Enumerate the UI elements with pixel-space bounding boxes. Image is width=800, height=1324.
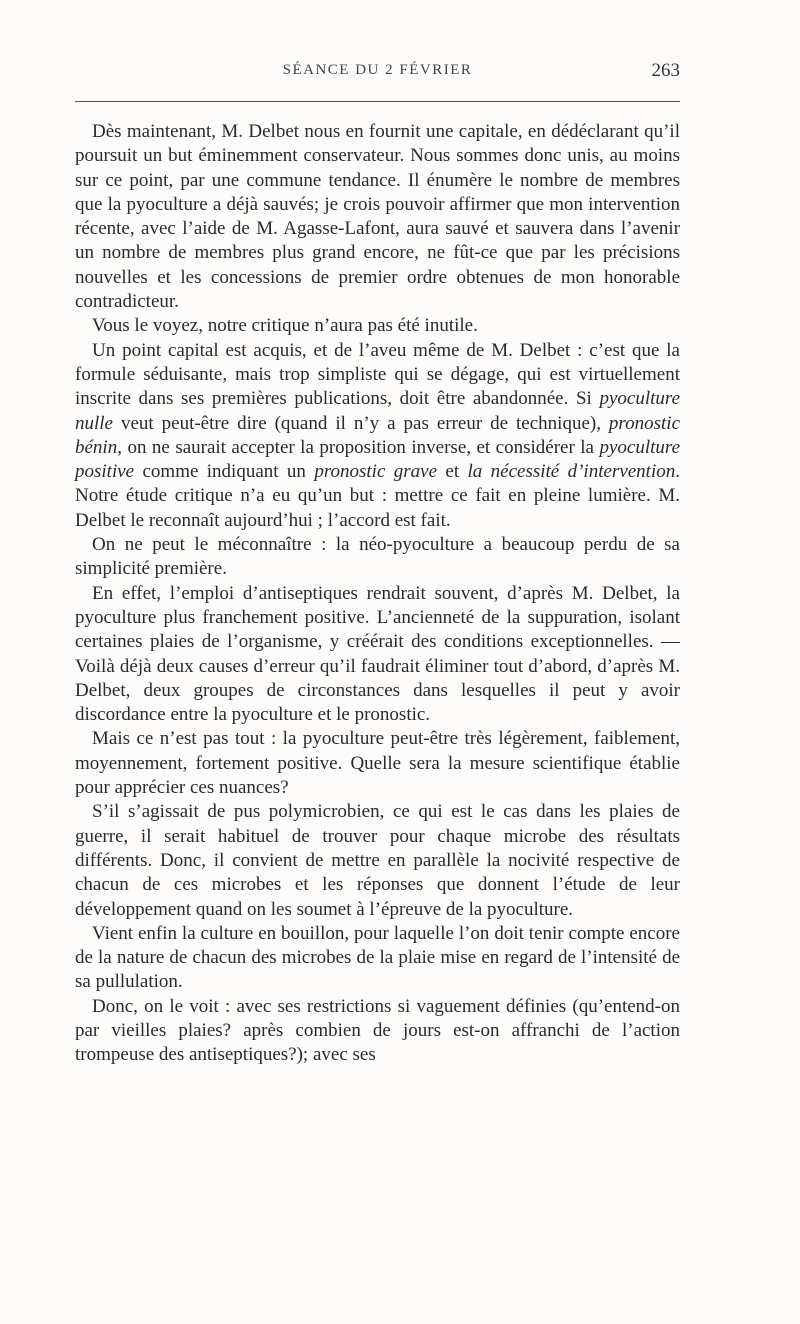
running-title: SÉANCE DU 2 FÉVRIER <box>282 62 473 78</box>
paragraph-3-text-1: Un point capital est acquis, et de l’aveu même de M. Delbet : c’est que la formule séduisante, mais trop simpliste qui se dégage, qui est virtuellement inscrite dans ses premières publications, doit être abandonnée. Si <box>75 339 680 410</box>
paragraph-3-text-4: comme indiquant un <box>134 461 315 483</box>
paragraph-9: Donc, on le voit : avec ses restrictions si vaguement définies (qu’entend-on par vieilles plaies? après combien de jours est-on affranchi de l’action trompeuse des antiseptiques?); avec ses <box>75 995 680 1066</box>
paragraph-3-italic-2: pronostic bénin <box>75 412 680 458</box>
paragraph-3-italic-4: pronostic grave <box>314 461 438 483</box>
body-text <box>75 120 680 1068</box>
page-header <box>75 62 680 90</box>
paragraph-3-text-6: . Notre étude critique n’a eu qu’un but : mettre ce fait en pleine lumière. M. Delbet le reconnaît aujourd’hui ; l’accord est fait. <box>75 461 680 531</box>
paragraph-2: Vous le voyez, notre critique n’aura pas été inutile. <box>92 315 478 337</box>
paragraph-3-text-2: veut peut-être dire (quand il n’y a pas erreur de technique), <box>113 412 609 434</box>
paragraph-3-text-5: et <box>437 461 468 483</box>
paragraph-6: Mais ce n’est pas tout : la pyoculture peut-être très légèrement, faiblement, moyennement, fortement positive. Quelle sera la mesure scientifique établie pour apprécier ces nuances? <box>75 728 680 799</box>
paragraph-7: S’il s’agissait de pus polymicrobien, ce qui est le cas dans les plaies de guerre, il serait habituel de trouver pour chaque microbe des résultats différents. Donc, il convient de mettre en parallèle la nocivité respective de chacun de ces microbes et les réponses que donnent l’étude de leur développement quand on les soumet à l’épreuve de la pyoculture. <box>75 801 680 920</box>
paragraph-3-text-3: , on ne saurait accepter la proposition inverse, et considérer la <box>117 436 600 458</box>
paragraph-5: En effet, l’emploi d’antiseptiques rendrait souvent, d’après M. Delbet, la pyoculture plus franchement positive. L’ancienneté de la suppuration, isolant certaines plaies de l’organisme, y créérait des conditions exceptionnelles. — Voilà déjà deux causes d’erreur qu’il faudrait éliminer tout d’abord, d’après M. Delbet, deux groupes de circonstances dans lesquelles il peut y avoir discordance entre la pyoculture et le pronostic. <box>75 582 680 726</box>
paragraph-3-italic-1: pyoculture nulle <box>75 388 680 434</box>
header-rule <box>75 101 680 102</box>
paragraph-4: On ne peut le méconnaître : la néo-pyoculture a beaucoup perdu de sa simplicité première. <box>75 534 680 580</box>
page-number: 263 <box>651 60 680 81</box>
paragraph-3-italic-3: pyoculture positive <box>75 436 680 483</box>
paragraph-8: Vient enfin la culture en bouillon, pour laquelle l’on doit tenir compte encore de la nature de chacun des microbes de la plaie mise en regard de l’intensité de sa pullulation. <box>75 922 680 993</box>
paragraph-3-italic-5: la nécessité d’intervention <box>467 461 676 483</box>
paragraph-3 <box>75 339 680 533</box>
paragraph-1: Dès maintenant, M. Delbet nous en fournit une capitale, en dédéclarant qu’il poursuit un but éminemment conservateur. Nous sommes donc unis, au moins sur ce point, par une commune tendance. Il énumère le nombre de membres que la pyoculture a déjà sauvés; je crois pouvoir affirmer que mon intervention récente, avec l’aide de M. Agasse-Lafont, aura sauvé et sauvera dans l’avenir un nombre de membres plus grand encore, ne fût-ce que par les précisions nouvelles et les concessions de premier ordre obtenues de mon honorable contradicteur. <box>75 121 680 313</box>
